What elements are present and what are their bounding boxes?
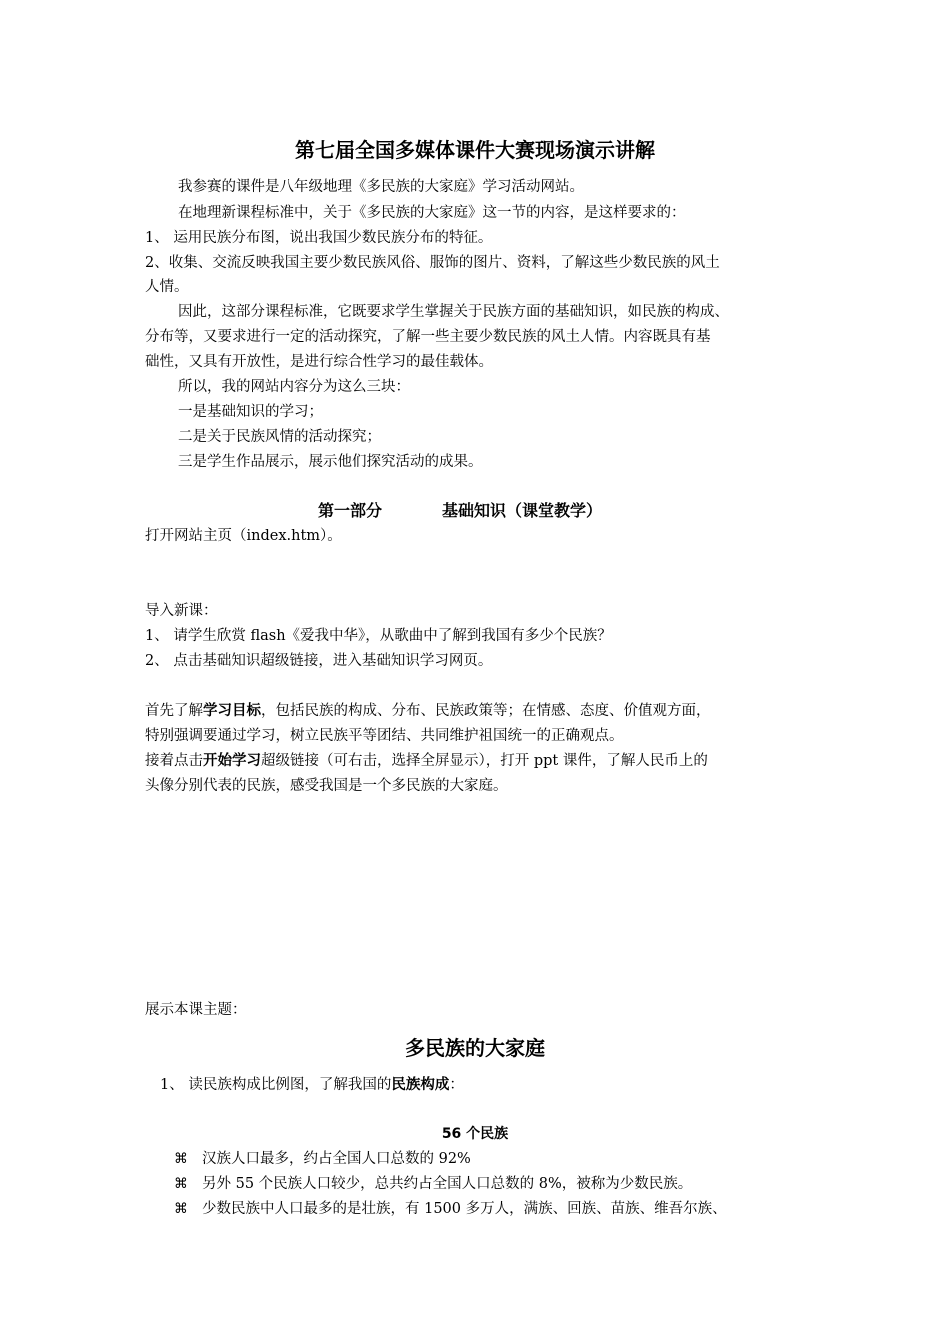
command-bullet-icon: ⌘ xyxy=(174,1176,188,1192)
start-learning-line-1 xyxy=(145,751,708,771)
theme-label: 展示本课主题： xyxy=(145,1002,247,1018)
intro-paragraph-3-line-2: 分布等，又要求进行一定的活动探究，了解一些主要少数民族的风土人情。内容既具有基 xyxy=(145,329,711,345)
requirement-2-line-1: 2、收集、交流反映我国主要少数民族风俗、服饰的图片、资料，了解这些少数民族的风土 xyxy=(145,255,720,271)
requirement-1: 1、 运用民族分布图，说出我国少数民族分布的特征。 xyxy=(145,230,493,246)
learning-goal-line-2: 特别强调要通过学习，树立民族平等团结、共同维护祖国统一的正确观点。 xyxy=(145,728,624,744)
theme-heading: 多民族的大家庭 xyxy=(405,1036,545,1060)
part1-heading-number: 第一部分 xyxy=(318,501,383,520)
document-title: 第七届全国多媒体课件大赛现场演示讲解 xyxy=(295,138,655,162)
open-homepage-text: 打开网站主页（index.htm）。 xyxy=(145,528,342,544)
read-composition-suffix: ： xyxy=(449,1077,464,1093)
intro-paragraph-3-line-1: 因此，这部分课程标准，它既要求学生掌握关于民族方面的基础知识，如民族的构成、 xyxy=(178,304,729,320)
start-learning-emphasis: 开始学习 xyxy=(203,753,261,769)
learning-goal-prefix: 首先了解 xyxy=(145,703,203,719)
start-learning-line-2: 头像分别代表的民族，感受我国是一个多民族的大家庭。 xyxy=(145,778,508,794)
content-item-1: 一是基础知识的学习； xyxy=(178,404,323,420)
start-learning-prefix: 接着点击 xyxy=(145,753,203,769)
learning-goal-emphasis: 学习目标 xyxy=(203,703,261,719)
command-bullet-icon: ⌘ xyxy=(174,1201,188,1217)
learning-goal-line-1 xyxy=(145,701,711,721)
bullet-item xyxy=(174,1174,692,1194)
content-item-3: 三是学生作品展示，展示他们探究活动的成果。 xyxy=(178,454,483,470)
intro-paragraph-4: 所以，我的网站内容分为这么三块： xyxy=(178,379,410,395)
start-learning-suffix: 超级链接（可右击，选择全屏显示），打开 ppt 课件，了解人民币上的 xyxy=(261,753,708,769)
bullet-text: 少数民族中人口最多的是壮族，有 1500 多万人，满族、回族、苗族、维吾尔族、 xyxy=(202,1201,727,1217)
lesson-step-1: 1、 请学生欣赏 flash《爱我中华》，从歌曲中了解到我国有多少个民族？ xyxy=(145,628,612,644)
intro-lesson-label: 导入新课： xyxy=(145,603,218,619)
intro-paragraph-2: 在地理新课程标准中，关于《多民族的大家庭》这一节的内容，是这样要求的： xyxy=(178,205,686,221)
learning-goal-suffix: ，包括民族的构成、分布、民族政策等；在情感、态度、价值观方面， xyxy=(261,703,711,719)
intro-paragraph-1: 我参赛的课件是八年级地理《多民族的大家庭》学习活动网站。 xyxy=(178,179,584,195)
bullet-text: 汉族人口最多，约占全国人口总数的 92% xyxy=(202,1151,471,1167)
lesson-step-2: 2、 点击基础知识超级链接，进入基础知识学习网页。 xyxy=(145,653,493,669)
ethnic-count-heading: 56 个民族 xyxy=(441,1126,509,1142)
intro-paragraph-3-line-3: 础性，又具有开放性，是进行综合性学习的最佳载体。 xyxy=(145,354,493,370)
bullet-text: 另外 55 个民族人口较少，总共约占全国人口总数的 8%，被称为少数民族。 xyxy=(202,1176,693,1192)
bullet-item xyxy=(174,1199,727,1219)
part1-heading-title: 基础知识（课堂教学） xyxy=(442,501,603,520)
requirement-2-line-2: 人情。 xyxy=(145,279,189,295)
command-bullet-icon: ⌘ xyxy=(174,1151,188,1167)
bullet-item xyxy=(174,1149,471,1169)
read-composition-prefix: 1、 读民族构成比例图，了解我国的 xyxy=(160,1077,392,1093)
read-composition-emphasis: 民族构成 xyxy=(391,1077,450,1093)
read-composition-line xyxy=(160,1075,464,1095)
content-item-2: 二是关于民族风情的活动探究； xyxy=(178,429,381,445)
